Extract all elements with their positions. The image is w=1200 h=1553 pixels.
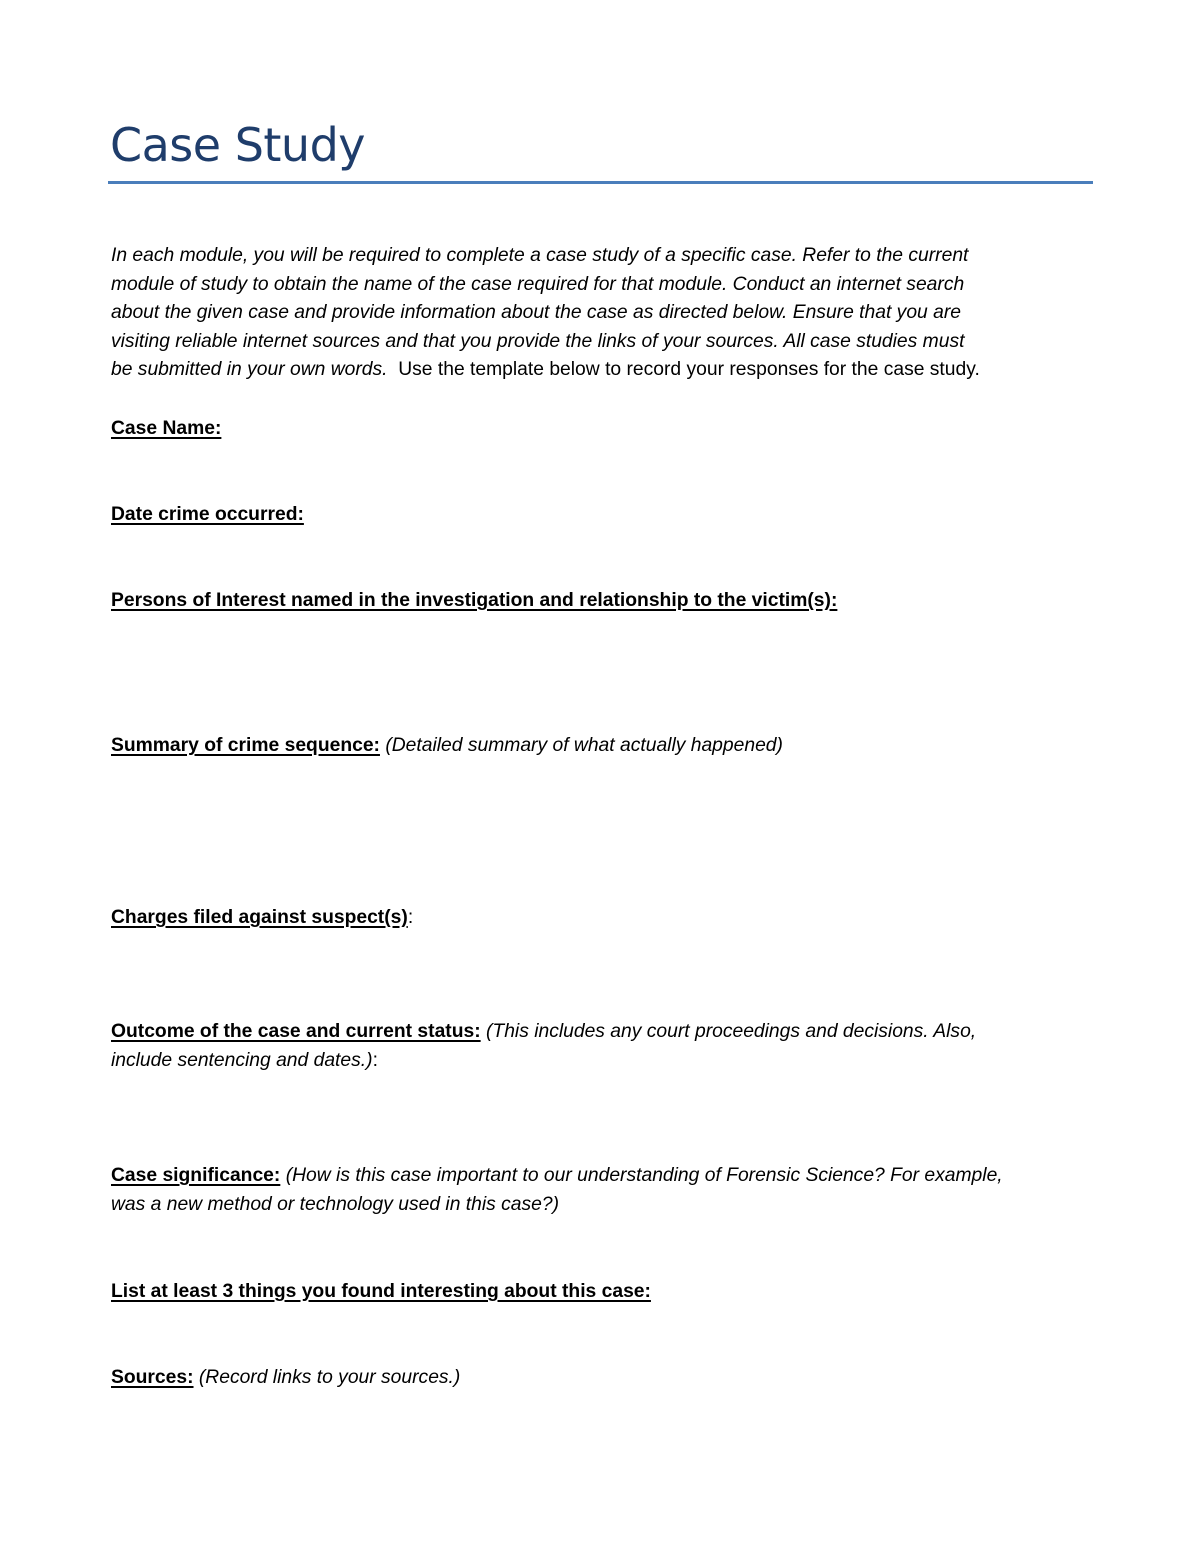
intro-line-4: visiting reliable internet sources and that you provide the links of your sources. All case studies must <box>111 330 965 352</box>
significance-section <box>111 1161 1101 1219</box>
significance-line-1 <box>111 1161 1101 1190</box>
summary-label: Summary of crime sequence: <box>111 735 380 756</box>
interesting-section <box>111 1277 1101 1306</box>
persons-section <box>111 586 1101 615</box>
charges-label: Charges filed against suspect(s) <box>111 907 408 928</box>
charges-section <box>111 903 1101 932</box>
summary-note: (Detailed summary of what actually happened) <box>385 735 783 756</box>
outcome-note-line-2: include sentencing and dates.) <box>111 1050 373 1071</box>
sources-label: Sources: <box>111 1367 194 1388</box>
date-label: Date crime occurred: <box>111 504 304 525</box>
outcome-line-1 <box>111 1017 1101 1046</box>
interesting-label: List at least 3 things you found interesting about this case: <box>111 1281 651 1302</box>
intro-line-3: about the given case and provide information about the case as directed below. Ensure that you are <box>111 302 961 324</box>
case-name-label: Case Name: <box>111 418 222 439</box>
date-section <box>111 500 1101 529</box>
significance-note-line-1: (How is this case important to our understanding of Forensic Science? For example, <box>285 1165 1003 1186</box>
intro-paragraph <box>111 242 1101 385</box>
intro-line-5-plain: Use the template below to record your responses for the case study. <box>387 359 980 381</box>
title-divider <box>108 181 1093 184</box>
charges-suffix: : <box>407 907 414 928</box>
significance-note-line-2: was a new method or technology used in this case?) <box>111 1194 560 1215</box>
persons-label: Persons of Interest named in the investigation and relationship to the victim(s): <box>111 590 838 611</box>
outcome-label: Outcome of the case and current status: <box>111 1021 481 1042</box>
intro-line-2: module of study to obtain the name of the case required for that module. Conduct an internet search <box>111 273 965 295</box>
outcome-suffix: : <box>372 1050 378 1071</box>
intro-line-5-italic: be submitted in your own words. <box>111 359 388 381</box>
significance-line-2 <box>111 1190 1101 1219</box>
sources-note: (Record links to your sources.) <box>198 1367 461 1388</box>
page-title: Case Study <box>110 118 366 172</box>
summary-section <box>111 731 1101 760</box>
intro-line-5 <box>111 356 1101 385</box>
intro-line-1: In each module, you will be required to complete a case study of a specific case. Refer to the current <box>111 245 969 266</box>
sources-section <box>111 1363 1101 1392</box>
outcome-note-line-1: (This includes any court proceedings and decisions. Also, <box>486 1021 977 1042</box>
case-name-section <box>111 414 1101 443</box>
outcome-line-2 <box>111 1046 1101 1075</box>
outcome-section <box>111 1017 1101 1075</box>
significance-label: Case significance: <box>111 1165 281 1186</box>
